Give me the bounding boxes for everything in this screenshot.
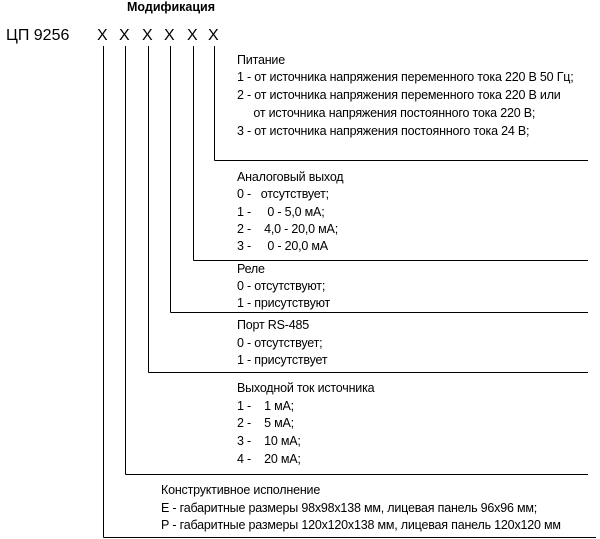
analog-option-2: 2 - 4,0 - 20,0 мА; (237, 222, 338, 236)
modification-title: Модификация (127, 0, 215, 14)
rs485-heading: Порт RS-485 (237, 318, 309, 332)
power-option-3: 3 - от источника напряжения постоянного тока 24 В; (237, 124, 530, 138)
current-option-3: 3 - 10 мА; (237, 434, 301, 448)
power-heading: Питание (237, 53, 285, 67)
model-code: ЦП 9256 (6, 27, 70, 44)
design-option-e: Е - габаритные размеры 98х98х138 мм, лицевая панель 96х96 мм; (161, 501, 538, 515)
placeholder-x-3: X (142, 27, 153, 44)
power-option-2-cont: от источника напряжения постоянного тока 220 В; (237, 106, 536, 120)
placeholder-x-5: X (187, 27, 198, 44)
analog-option-1: 1 - 0 - 5,0 мА; (237, 205, 325, 219)
rs485-option-0: 0 - отсутствует; (237, 336, 323, 350)
current-option-4: 4 - 20 мА; (237, 452, 301, 466)
rs485-option-1: 1 - присутствует (237, 353, 328, 367)
analog-option-3: 3 - 0 - 20,0 мА (237, 239, 328, 253)
design-heading: Конструктивное исполнение (161, 483, 321, 497)
design-option-p: Р - габаритные размеры 120х120х138 мм, лицевая панель 120х120 мм (161, 518, 561, 532)
relay-option-0: 0 - отсутствуют; (237, 279, 326, 293)
current-option-1: 1 - 1 мА; (237, 399, 294, 413)
power-option-1: 1 - от источника напряжения переменного тока 220 В 50 Гц; (237, 70, 574, 84)
analog-option-0: 0 - отсутствует; (237, 187, 329, 201)
placeholder-x-6: X (208, 27, 219, 44)
current-option-2: 2 - 5 мА; (237, 416, 294, 430)
placeholder-x-4: X (164, 27, 175, 44)
analog-heading: Аналоговый выход (237, 170, 344, 184)
relay-option-1: 1 - присутствуют (237, 296, 331, 310)
power-option-2: 2 - от источника напряжения переменного тока 220 В или (237, 88, 561, 102)
placeholder-x-2: X (119, 27, 130, 44)
placeholder-x-1: X (97, 27, 108, 44)
relay-heading: Реле (237, 262, 265, 276)
current-heading: Выходной ток источника (237, 381, 375, 395)
